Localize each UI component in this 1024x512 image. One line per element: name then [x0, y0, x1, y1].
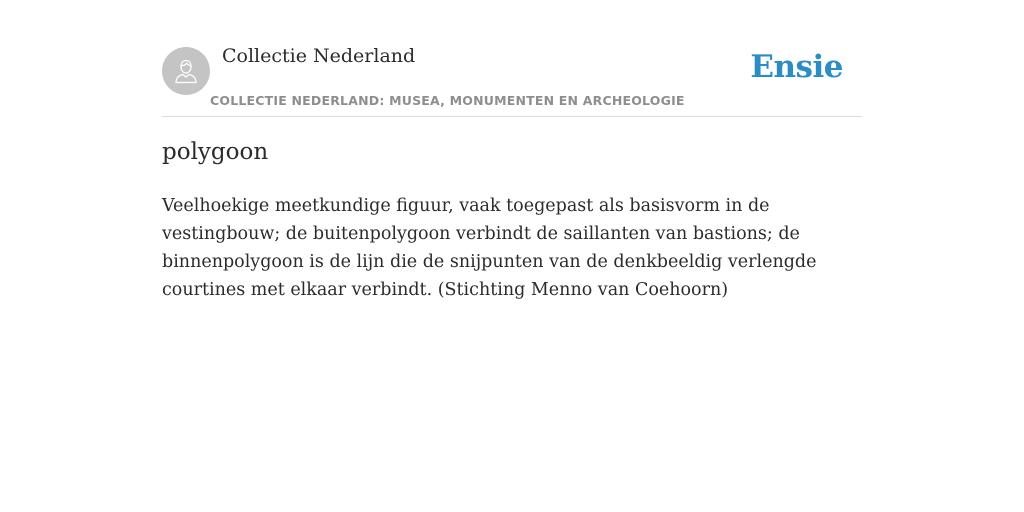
ensie-logo[interactable]: Ensie	[750, 49, 843, 85]
author-name-link[interactable]: Collectie Nederland	[222, 45, 416, 67]
author-subtitle: COLLECTIE NEDERLAND: MUSEA, MONUMENTEN EN ARCHEOLOGIE	[210, 93, 685, 108]
term-title: polygoon	[162, 139, 269, 165]
definition-text: Veelhoekige meetkundige figuur, vaak toegepast als basisvorm in de vestingbouw; de buitenpolygoon verbindt de saillanten van bastions; de binnenpolygoon is de lijn die de snijpunten van de denkbeeldig verlengde courtines met elkaar verbindt. (Stichting Menno van Coehoorn)	[162, 196, 817, 300]
avatar[interactable]	[162, 47, 210, 95]
user-icon	[171, 56, 201, 86]
header	[162, 40, 862, 117]
